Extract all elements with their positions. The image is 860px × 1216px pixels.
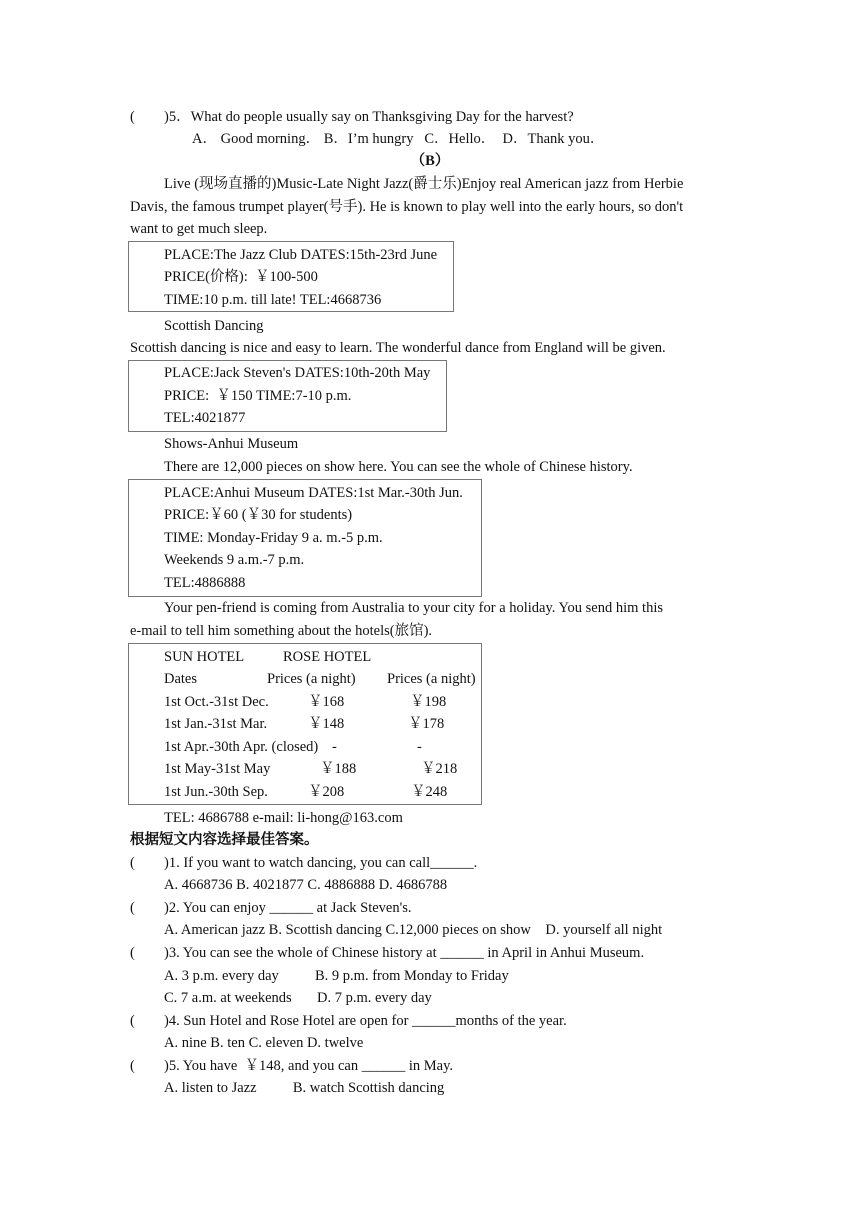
row-2-dates: 1st Jan.-31st Mar. — [164, 716, 268, 732]
q2-paren: ( — [130, 900, 135, 916]
q1-stem: )1. If you want to watch dancing, you can call______. — [164, 855, 478, 871]
jazz-intro-line-1: Live (现场直播的)Music-Late Night Jazz(爵士乐)Enjoy real American jazz from Herbie — [164, 176, 684, 192]
row-2-rose: ￥178 — [408, 716, 445, 732]
jazz-price: PRICE(价格): ￥100-500 — [164, 269, 318, 285]
row-3-sun: - — [332, 739, 337, 755]
hotels-intro-line-1: Your pen-friend is coming from Australia to your city for a holiday. You send him this — [164, 600, 663, 616]
museum-price: PRICE:￥60 (￥30 for students) — [164, 507, 353, 523]
row-1-sun: ￥168 — [308, 694, 345, 710]
scottish-tel: TEL:4021877 — [164, 410, 246, 426]
hotel-contact: TEL: 4686788 e-mail: li-hong@163.com — [164, 810, 403, 826]
col-dates: Dates — [164, 671, 198, 687]
q5-stem: )5. You have ￥148, and you can ______ in May. — [164, 1058, 454, 1074]
museum-weekends: Weekends 9 a.m.-7 p.m. — [164, 552, 305, 568]
q4-stem: )4. Sun Hotel and Rose Hotel are open for ______months of the year. — [164, 1013, 567, 1029]
scottish-intro: Scottish dancing is nice and easy to learn. The wonderful dance from England will be given. — [130, 340, 666, 356]
row-4-sun: ￥188 — [320, 761, 357, 777]
row-1-dates: 1st Oct.-31st Dec. — [164, 694, 269, 710]
q3-options-2: C. 7 a.m. at weekends D. 7 p.m. every day — [164, 990, 432, 1006]
row-3-dates: 1st Apr.-30th Apr. (closed) — [164, 739, 319, 755]
q2-options: A. American jazz B. Scottish dancing C.12,000 pieces on show D. yourself all night — [164, 922, 663, 938]
row-2-sun: ￥148 — [308, 716, 345, 732]
q1-paren: ( — [130, 855, 135, 871]
jazz-intro-line-3: want to get much sleep. — [130, 221, 268, 237]
row-4-dates: 1st May-31st May — [164, 761, 271, 777]
q3-options-1: A. 3 p.m. every day B. 9 p.m. from Monday to Friday — [164, 968, 509, 984]
section-title: （B） — [410, 153, 450, 169]
row-4-rose: ￥218 — [421, 761, 458, 777]
q3-paren: ( — [130, 945, 135, 961]
museum-place: PLACE:Anhui Museum DATES:1st Mar.-30th Jun. — [164, 485, 463, 501]
question-paren: ( — [130, 109, 135, 125]
rose-hotel-header: ROSE HOTEL — [283, 649, 372, 665]
q5-paren: ( — [130, 1058, 135, 1074]
row-5-dates: 1st Jun.-30th Sep. — [164, 784, 268, 800]
row-5-sun: ￥208 — [308, 784, 345, 800]
instruction: 根据短文内容选择最佳答案。 — [130, 832, 319, 848]
row-1-rose: ￥198 — [410, 694, 447, 710]
jazz-intro-line-2: Davis, the famous trumpet player(号手). He is known to play well into the early hours, so don't — [130, 199, 684, 215]
row-5-rose: ￥248 — [411, 784, 448, 800]
jazz-time: TIME:10 p.m. till late! TEL:4668736 — [164, 292, 382, 308]
scottish-price: PRICE: ￥150 TIME:7-10 p.m. — [164, 388, 352, 404]
question-stem: )5．What do people usually say on Thanksgiving Day for the harvest? — [164, 109, 574, 125]
q2-stem: )2. You can enjoy ______ at Jack Steven's. — [164, 900, 412, 916]
row-3-rose: - — [417, 739, 422, 755]
q4-paren: ( — [130, 1013, 135, 1029]
col-rose-price: Prices (a night) — [387, 671, 476, 687]
q5-options: A. listen to Jazz B. watch Scottish dancing — [164, 1080, 445, 1096]
museum-tel: TEL:4886888 — [164, 575, 246, 591]
scottish-place: PLACE:Jack Steven's DATES:10th-20th May — [164, 365, 431, 381]
q1-options: A. 4668736 B. 4021877 C. 4886888 D. 4686788 — [164, 877, 448, 893]
col-sun-price: Prices (a night) — [267, 671, 356, 687]
scottish-title: Scottish Dancing — [164, 318, 264, 334]
museum-intro: There are 12,000 pieces on show here. You can see the whole of Chinese history. — [164, 459, 633, 475]
hotels-intro-line-2: e-mail to tell him something about the hotels(旅馆). — [130, 623, 433, 639]
jazz-place: PLACE:The Jazz Club DATES:15th-23rd June — [164, 247, 438, 263]
q4-options: A. nine B. ten C. eleven D. twelve — [164, 1035, 364, 1051]
sun-hotel-header: SUN HOTEL — [164, 649, 245, 665]
museum-title: Shows-Anhui Museum — [164, 436, 299, 452]
question-options: A． Good morning． B．I’m hungry C．Hello． D．Thank you． — [192, 131, 605, 147]
q3-stem: )3. You can see the whole of Chinese history at ______ in April in Anhui Museum. — [164, 945, 645, 961]
museum-time: TIME: Monday-Friday 9 a. m.-5 p.m. — [164, 530, 383, 546]
